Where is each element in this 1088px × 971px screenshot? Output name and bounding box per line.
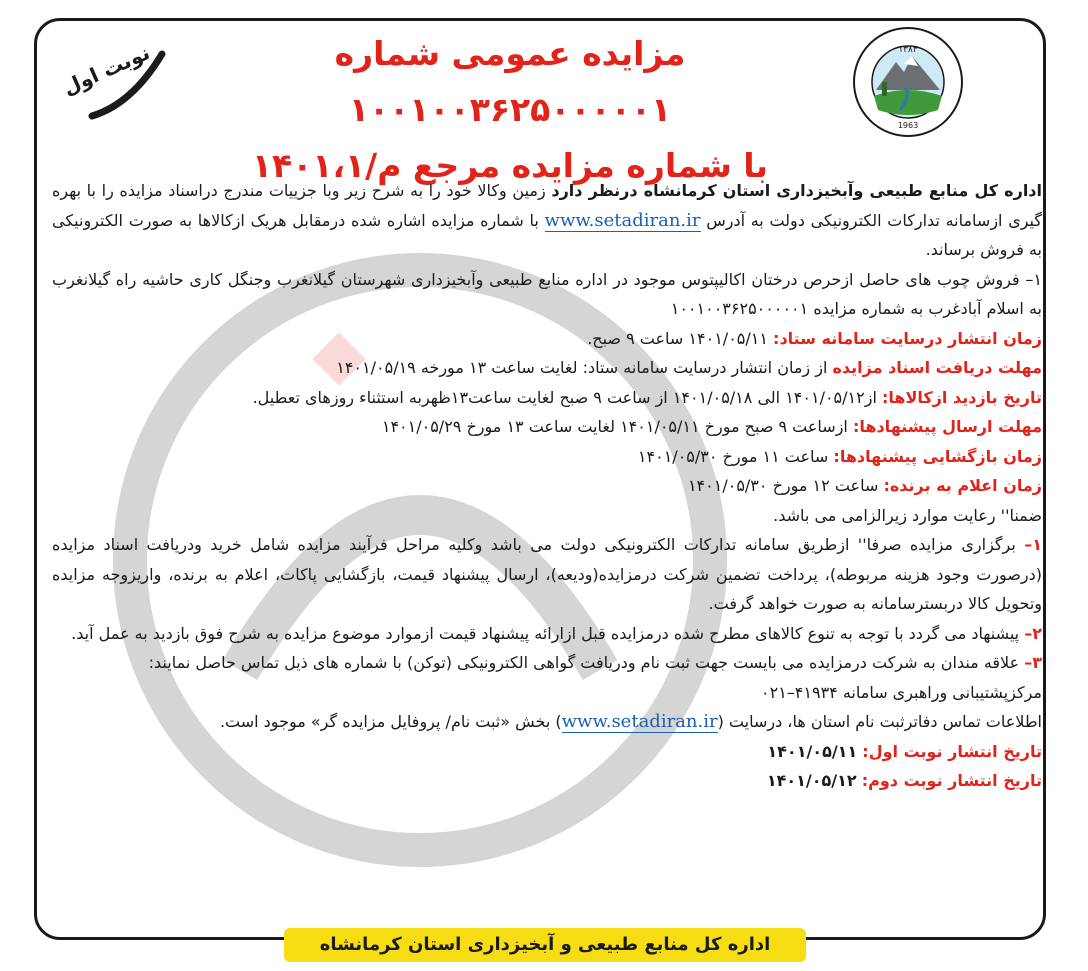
svg-text:۱۳۸۴: ۱۳۸۴: [898, 45, 918, 55]
condition-item: ۲– پیشنهاد می گردد با توجه به تنوع کالاهای مطرح شده درمزایده قبل ازارائه پیشنهاد قیمت ازموارد موضوع مزایده به شرح فوق بازدید به عمل آید.: [71, 623, 1042, 643]
intro-text-2: با شماره مزایده اشاره شده درمقابل هریک ازکالاها به صورت الکترونیکی به فروش برساند.: [52, 210, 1042, 259]
publish-row: تاریخ انتشار نوبت دوم: ۱۴۰۱/۰۵/۱۲: [766, 771, 1042, 790]
svg-text:1963: 1963: [897, 121, 919, 130]
title-line-1: مزایده عمومی شماره ۱۰۰۱۰۰۳۶۲۵۰۰۰۰۰۱: [334, 34, 686, 129]
condition-item: ۱– برگزاری مزایده صرفا'' ازطریق سامانه تدارکات الکترونیکی دولت می باشد وکلیه مراحل فرآیند مزایده شامل خرید ودریافت اسناد مزایده (درصورت وجود هزینه مربوطه)، پرداخت تضمین شرکت درمزایده(ودیعه)، ارسال پیشنهاد قیمت، بازگشایی پاکات، اعلام به برنده، واریزوجه مزایده وتحویل کالا دربسترسامانه به صورت خواهد گرفت.: [52, 535, 1042, 613]
badge-swoosh-icon: [52, 24, 172, 124]
title-line-2: با شماره مزایده مرجع م/۱۴۰۱،۱: [251, 146, 769, 185]
notice-body: [52, 176, 1042, 796]
schedule-row: تاریخ بازدید ازکالاها: از۱۴۰۱/۰۵/۱۲ الی ۱۴۰۱/۰۵/۱۸ از ساعت ۹ صبح لغایت ساعت۱۳ظهربه استثناء روزهای تعطیل.: [252, 387, 1042, 407]
intro-text-1: زمین وکالا خود را به شرح زیر وبا جزییات مندرج دراسناد مزایده را با بهره گیری ازسامانه تدارکات الکترونیکی دولت به آدرس: [52, 181, 1042, 230]
schedule-row: زمان بازگشایی پیشنهادها: ساعت ۱۱ مورخ ۱۴۰۱/۰۵/۳۰: [637, 446, 1042, 466]
page-title: [180, 26, 840, 194]
publish-row: تاریخ انتشار نوبت اول: ۱۴۰۱/۰۵/۱۱: [767, 741, 1042, 761]
setadiran-link-2[interactable]: www.setadiran.ir: [561, 711, 718, 732]
round-badge-label: نوبت اول: [59, 40, 154, 100]
support-line: مرکزپشتیبانی وراهبری سامانه ۴۱۹۳۴–۰۲۱: [761, 682, 1042, 702]
note-intro: ضمنا'' رعایت موارد زیرالزامی می باشد.: [773, 505, 1042, 525]
schedule-row: زمان اعلام به برنده: ساعت ۱۲ مورخ ۱۴۰۱/۰۵/۳۰: [687, 476, 1042, 495]
contact-paragraph: اطلاعات تماس دفاترثبت نام استان ها، درسایت (www.setadiran.ir) بخش «ثبت نام/ پروفایل مزایده گر» موجود است.: [219, 711, 1042, 732]
schedule-row: زمان انتشار درسایت سامانه ستاد: ۱۴۰۱/۰۵/۱۱ ساعت ۹ صبح.: [587, 328, 1042, 348]
intro-paragraph: [52, 176, 1042, 265]
condition-item: ۳– علاقه مندان به شرکت درمزایده می بایست جهت ثبت نام ودریافت گواهی الکترونیکی (توکن) با شماره های ذیل تماس حاصل نمایند:: [148, 653, 1042, 672]
schedule-row: مهلت دریافت اسناد مزایده از زمان انتشار درسایت سامانه ستاد: لغایت ساعت ۱۳ مورخه ۱۴۰۱/۰۵/۱۹: [336, 358, 1042, 377]
setadiran-link[interactable]: www.setadiran.ir: [544, 209, 701, 231]
footer-organization-bar: اداره کل منابع طبیعی و آبخیزداری استان کرمانشاه: [284, 928, 806, 962]
round-badge: [52, 24, 172, 124]
intro-bold: اداره کل منابع طبیعی وآبخیزداری استان کرمانشاه درنظر دارد: [551, 181, 1042, 200]
organization-seal-logo: [852, 26, 964, 138]
schedule-row: مهلت ارسال پیشنهادها: ازساعت ۹ صبح مورخ ۱۴۰۱/۰۵/۱۱ لغایت ساعت ۱۳ مورخ ۱۴۰۱/۰۵/۲۹: [381, 417, 1042, 436]
item-1: ۱– فروش چوب های حاصل ازحرص درختان اکالیپتوس موجود در اداره منابع طبیعی وآبخیزداری شهرستان گیلانغرب وجنگل کاری حاشیه راه گیلانغرب به اسلام آبادغرب به شماره مزایده ۱۰۰۱۰۰۳۶۲۵۰۰۰۰۰۱: [52, 269, 1042, 318]
